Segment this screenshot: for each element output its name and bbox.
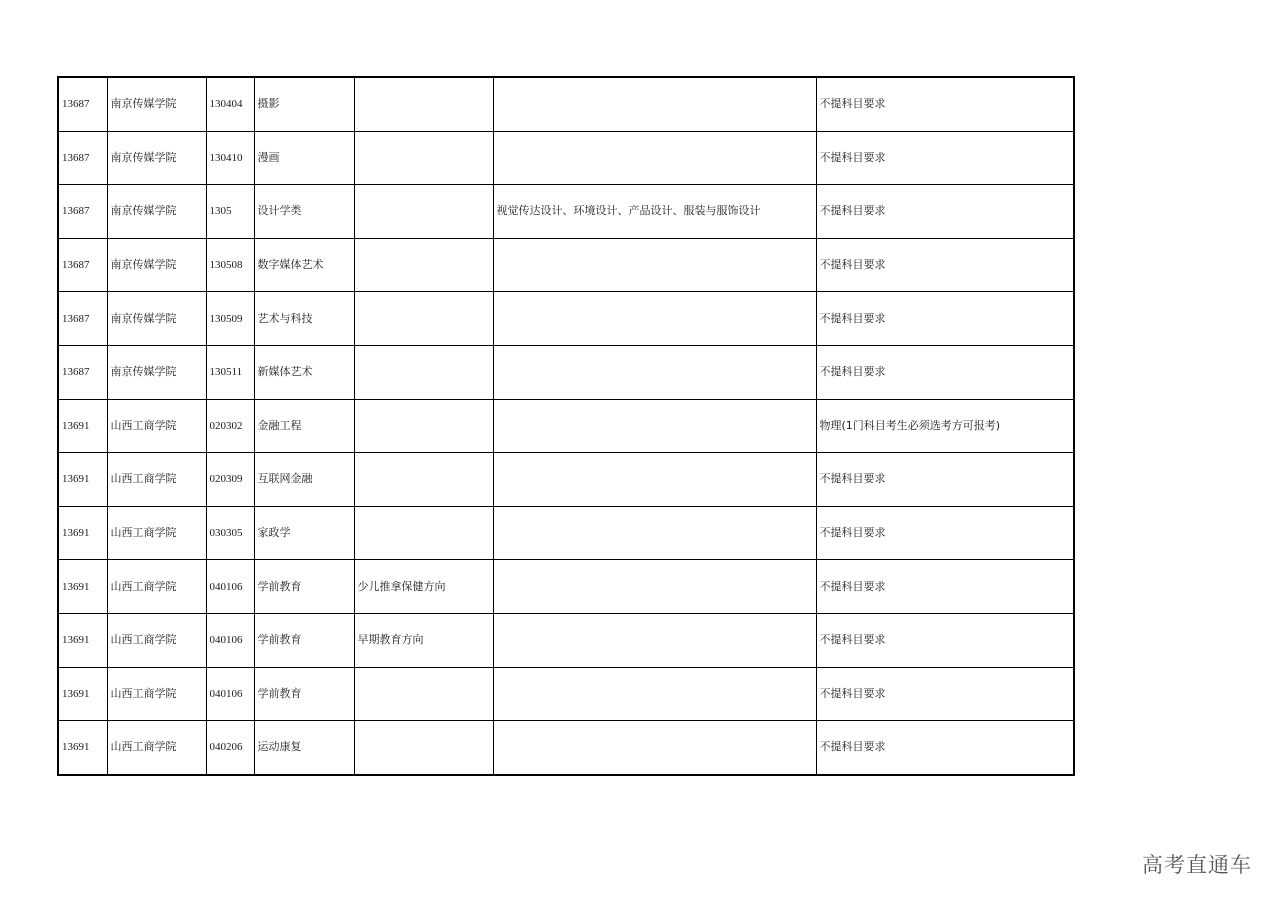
watermark-text: 高考直通车 <box>1142 853 1252 877</box>
included-majors-cell <box>493 238 816 292</box>
school-name-cell: 南京传媒学院 <box>107 292 206 346</box>
major-code-cell: 130404 <box>206 77 254 131</box>
table-row <box>58 453 1074 507</box>
school-code-cell: 13687 <box>58 292 107 346</box>
subject-requirement-cell: 物理(1门科目考生必须选考方可报考) <box>816 399 1074 453</box>
table-row <box>58 506 1074 560</box>
subject-requirement-cell: 不提科目要求 <box>816 238 1074 292</box>
major-name-cell: 家政学 <box>254 506 354 560</box>
direction-cell <box>354 238 493 292</box>
major-code-cell: 020302 <box>206 399 254 453</box>
major-name-cell: 学前教育 <box>254 613 354 667</box>
major-name-cell: 学前教育 <box>254 667 354 721</box>
included-majors-cell <box>493 453 816 507</box>
school-name-cell: 南京传媒学院 <box>107 238 206 292</box>
table-row <box>58 292 1074 346</box>
subject-requirement-cell: 不提科目要求 <box>816 77 1074 131</box>
major-code-cell: 130410 <box>206 131 254 185</box>
direction-cell <box>354 453 493 507</box>
major-name-cell: 新媒体艺术 <box>254 345 354 399</box>
included-majors-cell: 视觉传达设计、环境设计、产品设计、服装与服饰设计 <box>493 185 816 239</box>
direction-cell <box>354 345 493 399</box>
table-row <box>58 77 1074 131</box>
major-code-cell: 130508 <box>206 238 254 292</box>
school-name-cell: 山西工商学院 <box>107 453 206 507</box>
table-row <box>58 131 1074 185</box>
major-name-cell: 艺术与科技 <box>254 292 354 346</box>
major-name-cell: 学前教育 <box>254 560 354 614</box>
major-name-cell: 金融工程 <box>254 399 354 453</box>
subject-requirement-cell: 不提科目要求 <box>816 453 1074 507</box>
school-name-cell: 山西工商学院 <box>107 613 206 667</box>
direction-cell <box>354 185 493 239</box>
included-majors-cell <box>493 667 816 721</box>
school-code-cell: 13691 <box>58 560 107 614</box>
included-majors-cell <box>493 399 816 453</box>
major-code-cell: 030305 <box>206 506 254 560</box>
included-majors-cell <box>493 131 816 185</box>
major-code-cell: 020309 <box>206 453 254 507</box>
subject-requirement-cell: 不提科目要求 <box>816 506 1074 560</box>
direction-cell <box>354 506 493 560</box>
school-code-cell: 13691 <box>58 721 107 775</box>
subject-requirement-cell: 不提科目要求 <box>816 131 1074 185</box>
major-code-cell: 130511 <box>206 345 254 399</box>
included-majors-cell <box>493 292 816 346</box>
school-name-cell: 山西工商学院 <box>107 721 206 775</box>
majors-table <box>57 76 1075 776</box>
school-code-cell: 13687 <box>58 185 107 239</box>
direction-cell <box>354 667 493 721</box>
major-name-cell: 设计学类 <box>254 185 354 239</box>
major-code-cell: 040206 <box>206 721 254 775</box>
table-row <box>58 721 1074 775</box>
school-code-cell: 13691 <box>58 613 107 667</box>
school-name-cell: 山西工商学院 <box>107 560 206 614</box>
school-code-cell: 13691 <box>58 506 107 560</box>
subject-requirement-cell: 不提科目要求 <box>816 185 1074 239</box>
subject-requirement-cell: 不提科目要求 <box>816 667 1074 721</box>
school-name-cell: 山西工商学院 <box>107 506 206 560</box>
included-majors-cell <box>493 506 816 560</box>
school-code-cell: 13687 <box>58 345 107 399</box>
subject-requirement-cell: 不提科目要求 <box>816 292 1074 346</box>
major-name-cell: 数字媒体艺术 <box>254 238 354 292</box>
major-name-cell: 摄影 <box>254 77 354 131</box>
direction-cell <box>354 721 493 775</box>
school-name-cell: 南京传媒学院 <box>107 77 206 131</box>
table-row <box>58 185 1074 239</box>
included-majors-cell <box>493 345 816 399</box>
school-code-cell: 13691 <box>58 399 107 453</box>
major-code-cell: 040106 <box>206 560 254 614</box>
school-name-cell: 南京传媒学院 <box>107 131 206 185</box>
major-code-cell: 040106 <box>206 667 254 721</box>
major-code-cell: 1305 <box>206 185 254 239</box>
table-row <box>58 238 1074 292</box>
major-name-cell: 运动康复 <box>254 721 354 775</box>
subject-requirement-cell: 不提科目要求 <box>816 613 1074 667</box>
major-name-cell: 漫画 <box>254 131 354 185</box>
school-name-cell: 南京传媒学院 <box>107 185 206 239</box>
direction-cell <box>354 131 493 185</box>
school-code-cell: 13691 <box>58 667 107 721</box>
major-name-cell: 互联网金融 <box>254 453 354 507</box>
major-code-cell: 040106 <box>206 613 254 667</box>
included-majors-cell <box>493 560 816 614</box>
direction-cell: 少儿推拿保健方向 <box>354 560 493 614</box>
major-code-cell: 130509 <box>206 292 254 346</box>
school-name-cell: 山西工商学院 <box>107 667 206 721</box>
school-code-cell: 13687 <box>58 238 107 292</box>
included-majors-cell <box>493 77 816 131</box>
school-code-cell: 13687 <box>58 77 107 131</box>
direction-cell <box>354 77 493 131</box>
table-body <box>58 77 1074 775</box>
included-majors-cell <box>493 613 816 667</box>
table-row <box>58 345 1074 399</box>
direction-cell: 早期教育方向 <box>354 613 493 667</box>
direction-cell <box>354 292 493 346</box>
subject-requirement-cell: 不提科目要求 <box>816 345 1074 399</box>
school-name-cell: 南京传媒学院 <box>107 345 206 399</box>
subject-requirement-cell: 不提科目要求 <box>816 560 1074 614</box>
school-code-cell: 13687 <box>58 131 107 185</box>
included-majors-cell <box>493 721 816 775</box>
subject-requirement-cell: 不提科目要求 <box>816 721 1074 775</box>
direction-cell <box>354 399 493 453</box>
table-row <box>58 613 1074 667</box>
school-code-cell: 13691 <box>58 453 107 507</box>
school-name-cell: 山西工商学院 <box>107 399 206 453</box>
table-row <box>58 560 1074 614</box>
table-row <box>58 667 1074 721</box>
table-row <box>58 399 1074 453</box>
